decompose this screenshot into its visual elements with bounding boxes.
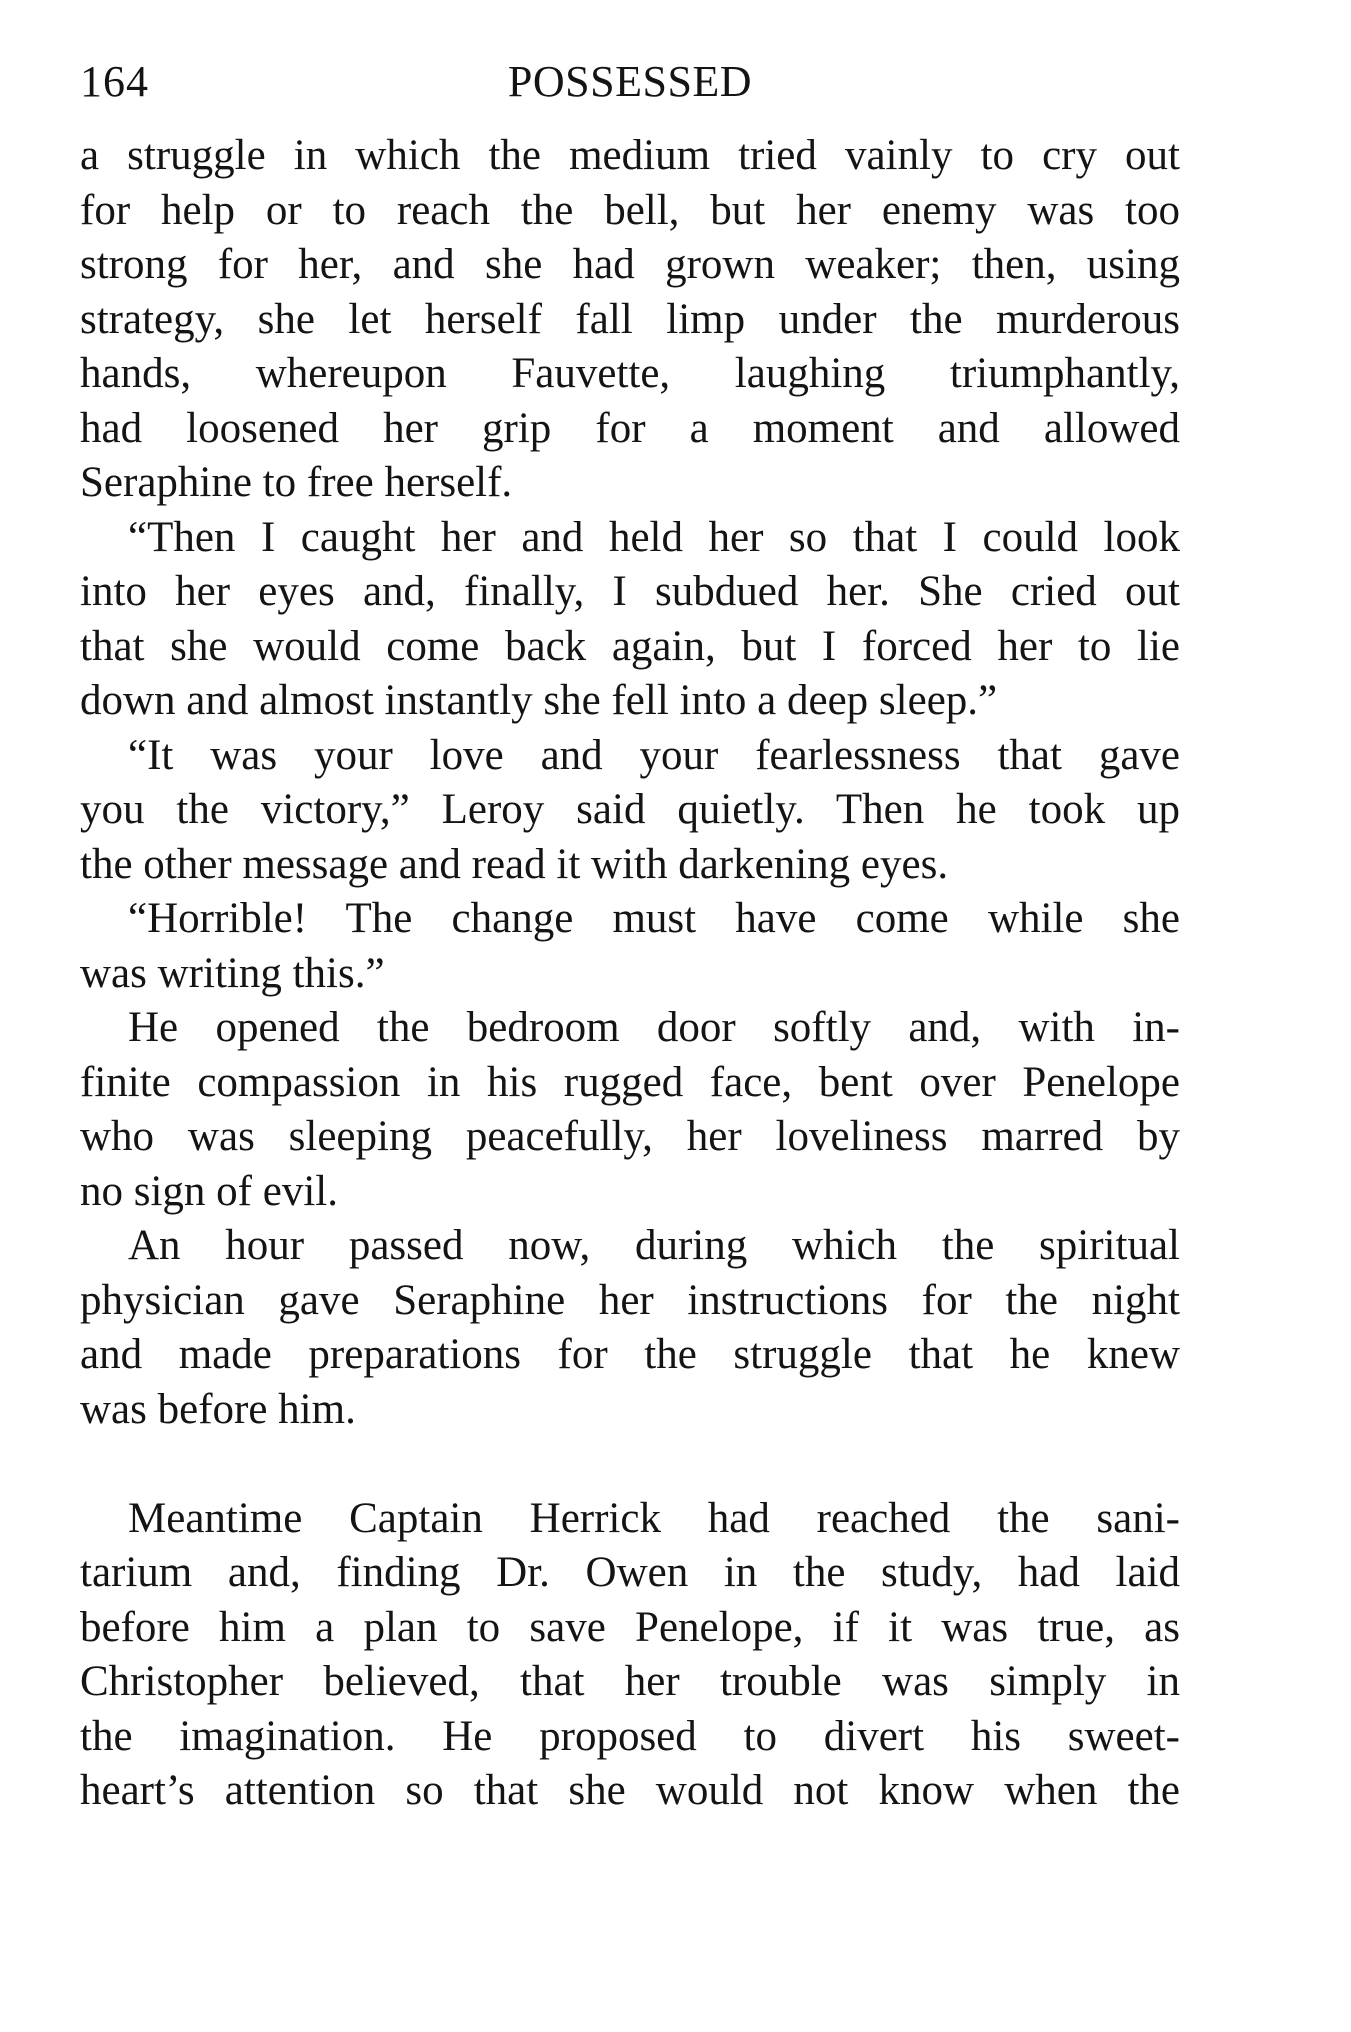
text-line: into her eyes and, finally, I subdued her. She cried out [80, 568, 1180, 615]
text-line: tarium and, finding Dr. Owen in the study, had laid [80, 1549, 1180, 1596]
text-line: Seraphine to free herself. [80, 459, 513, 506]
text-line: was writing this.” [80, 949, 385, 997]
text-line: An hour passed now, during which the spiritual [128, 1222, 1180, 1269]
text-line: finite compassion in his rugged face, bent over Penelope [80, 1058, 1180, 1106]
text-line: down and almost instantly she fell into a deep sleep.” [80, 677, 998, 724]
text-line: “Then I caught her and held her so that I could look [128, 513, 1180, 561]
text-line: “Horrible! The change must have come while she [128, 895, 1180, 942]
page-body [80, 129, 1180, 1819]
text-line: He opened the bedroom door softly and, with in- [128, 1004, 1180, 1051]
text-line: the other message and read it with darkening eyes. [80, 840, 949, 888]
text-line: for help or to reach the bell, but her enemy was too [80, 186, 1180, 234]
text-line: no sign of evil. [80, 1167, 338, 1215]
book-title: POSSESSED [507, 57, 753, 106]
text-line: a struggle in which the medium tried vainly to cry out [80, 132, 1180, 179]
text-line: had loosened her grip for a moment and allowed [80, 404, 1180, 452]
text-line: Meantime Captain Herrick had reached the sani- [128, 1494, 1180, 1542]
text-line: strong for her, and she had grown weaker; then, using [80, 241, 1180, 288]
text-line: you the victory,” Leroy said quietly. Then he took up [80, 786, 1180, 833]
text-line: hands, whereupon Fauvette, laughing triumphantly, [80, 350, 1180, 397]
text-line: who was sleeping peacefully, her loveliness marred by [80, 1113, 1180, 1160]
text-line: and made preparations for the struggle that he knew [80, 1331, 1180, 1378]
section-break [80, 1437, 1180, 1492]
text-line: strategy, she let herself fall limp under the murderous [80, 295, 1180, 343]
page-number: 164 [80, 57, 149, 106]
running-head [80, 52, 1180, 112]
text-line: “It was your love and your fearlessness that gave [128, 731, 1180, 779]
text-line: before him a plan to save Penelope, if it was true, as [80, 1603, 1180, 1651]
text-line: physician gave Seraphine her instructions for the night [80, 1276, 1180, 1324]
text-line: heart’s attention so that she would not know when the [80, 1767, 1180, 1814]
text-line: Christopher believed, that her trouble was simply in [80, 1658, 1180, 1705]
text-line: that she would come back again, but I forced her to lie [80, 622, 1180, 670]
text-line: was before him. [80, 1385, 356, 1433]
text-line: the imagination. He proposed to divert his sweet- [80, 1712, 1180, 1760]
